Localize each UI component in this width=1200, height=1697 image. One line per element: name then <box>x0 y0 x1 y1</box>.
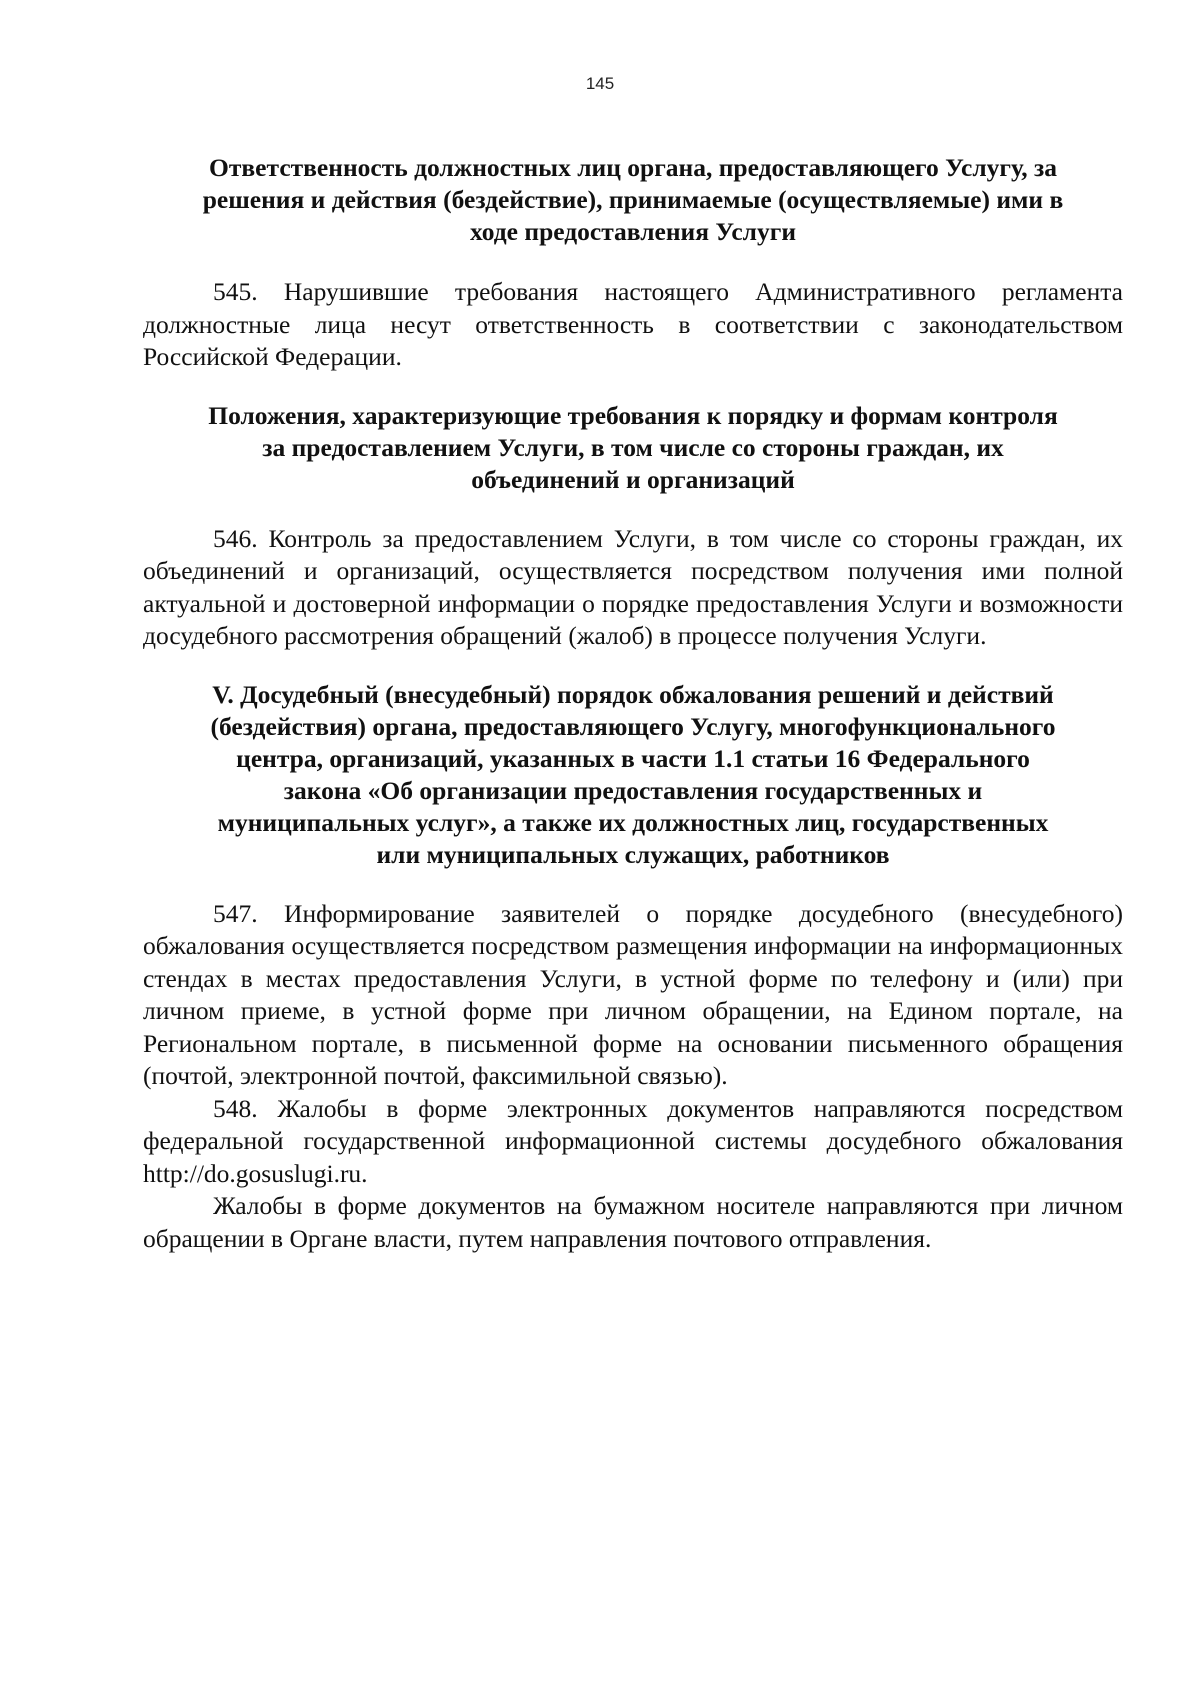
section-heading-control <box>143 400 1123 496</box>
heading-line: V. Досудебный (внесудебный) порядок обжалования решений и действий <box>212 679 1054 709</box>
heading-line: ходе предоставления Услуги <box>469 217 797 246</box>
heading-line: или муниципальных служащих, работников <box>376 839 890 869</box>
heading-line: закона «Об организации предоставления государственных и <box>283 775 983 805</box>
heading-line: объединений и организаций <box>471 464 795 494</box>
heading-line: центра, организаций, указанных в части 1.1 статьи 16 Федерального <box>236 743 1030 773</box>
paragraph-546: 546. Контроль за предоставлением Услуги, в том числе со стороны граждан, их объединений и организаций, осуществляется посредством получения ими полной актуальной и достоверной информации о порядке предоставления Услуги и возможности досудебного рассмотрения обращений (жалоб) в процессе получения Услуги. <box>143 523 1123 650</box>
page-number: 145 <box>585 74 615 93</box>
paragraph-548-continued: Жалобы в форме документов на бумажном носителе направляются при личном обращении в Органе власти, путем направления почтового отправления. <box>143 1191 1123 1253</box>
heading-line: решения и действия (бездействие), принимаемые (осуществляемые) ими в <box>202 185 1064 214</box>
document-body <box>143 152 1123 1255</box>
section-heading-appeal <box>143 679 1123 871</box>
paragraph-548: 548. Жалобы в форме электронных документов направляются посредством федеральной государственной информационной системы досудебного обжалования http://do.gosuslugi.ru. <box>143 1093 1123 1188</box>
heading-line: за предоставлением Услуги, в том числе со стороны граждан, их <box>262 432 1004 462</box>
heading-line: (бездействия) органа, предоставляющего Услугу, многофункционального <box>210 711 1056 741</box>
section-heading-responsibility <box>143 152 1123 248</box>
heading-line: Ответственность должностных лиц органа, предоставляющего Услугу, за <box>209 153 1057 182</box>
heading-line: Положения, характеризующие требования к порядку и формам контроля <box>208 400 1058 430</box>
heading-line: муниципальных услуг», а также их должностных лиц, государственных <box>217 807 1049 837</box>
paragraph-545: 545. Нарушившие требования настоящего Административного регламента должностные лица несут ответственность в соответствии с законодательством Российской Федерации. <box>143 277 1123 371</box>
paragraph-547: 547. Информирование заявителей о порядке досудебного (внесудебного) обжалования осуществляется посредством размещения информации на информационных стендах в местах предоставления Услуги, в устной форме по телефону и (или) при личном приеме, в устной форме при личном обращении, на Едином портале, на Региональном портале, в письменной форме на основании письменного обращения (почтой, электронной почтой, факсимильной связью). <box>143 898 1123 1090</box>
